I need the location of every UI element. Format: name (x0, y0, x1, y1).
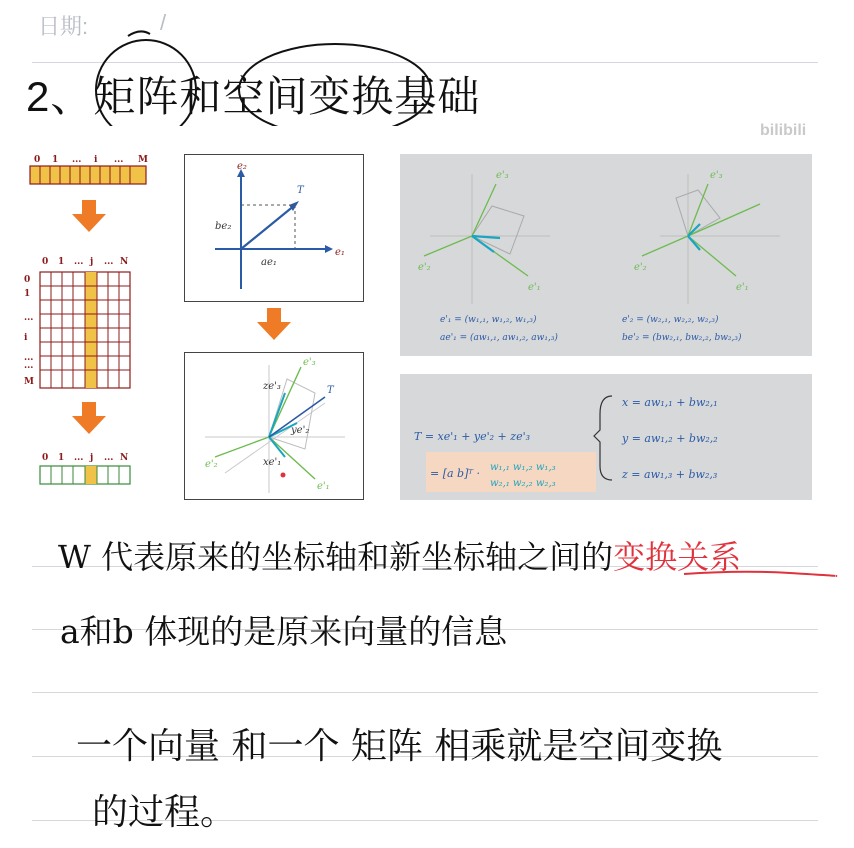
note-line-1-main: W 代表原来的坐标轴和新坐标轴之间的 (58, 538, 614, 576)
x-equation: x = aw₁,₁ + bw₂,₁ (622, 396, 718, 409)
svg-text:1: 1 (58, 453, 65, 463)
svg-text:e'₂: e'₂ (634, 262, 647, 273)
note-line-2: a和b 体现的是原来向量的信息 (60, 612, 508, 651)
z-equation: z = aw₁,₃ + bw₂,₃ (622, 468, 718, 481)
svg-text:1: 1 (24, 289, 31, 299)
ze3-label: ze'₃ (263, 381, 281, 392)
title-circles (0, 0, 854, 140)
svg-text:...: ... (114, 155, 124, 165)
svg-text:N: N (120, 257, 129, 267)
formula-e2: e'₂ = (w₂,₁, w₂,₂, w₂,₃) (622, 315, 719, 325)
svg-text:...: ... (24, 361, 34, 371)
t-label: T (297, 185, 304, 196)
formula-be2: be'₂ = (bw₂,₁, bw₂,₂, bw₂,₃) (622, 333, 742, 343)
axes-panel (400, 154, 812, 356)
svg-text:...: ... (104, 257, 114, 267)
svg-text:e'₁: e'₁ (736, 282, 749, 293)
svg-text:...: ... (104, 453, 114, 463)
svg-text:0: 0 (24, 275, 31, 285)
note-line-3: 一个向量 和一个 矩阵 相乘就是空间变换 (76, 726, 723, 767)
equation-panel (400, 374, 812, 500)
basis-panel (184, 154, 364, 302)
y-equation: y = aw₁,₂ + bw₂,₂ (622, 432, 718, 445)
note-line-1-highlight: 变换关系 (613, 538, 742, 576)
e2p-label: e'₂ (205, 459, 218, 470)
svg-text:1: 1 (52, 155, 59, 165)
formula-ae1: ae'₁ = (aw₁,₁, aw₁,₂, aw₁,₃) (440, 333, 558, 343)
e1p-label: e'₁ (317, 481, 330, 492)
svg-text:...: ... (24, 353, 34, 363)
arrow-down-icon (72, 402, 106, 434)
arrow-down-icon (72, 200, 106, 232)
array-top-label: 0 (34, 155, 41, 165)
arrow-down-icon (254, 306, 294, 346)
svg-text:...: ... (72, 155, 82, 165)
svg-text:e'₃: e'₃ (496, 170, 509, 181)
matrix-row2: w₂,₁ w₂,₂ w₂,₃ (490, 478, 556, 489)
svg-text:...: ... (74, 257, 84, 267)
transformed-panel (184, 352, 364, 500)
red-underline (680, 568, 840, 582)
svg-text:i: i (24, 333, 28, 343)
svg-text:N: N (120, 453, 129, 463)
t-equation: T = xe'₁ + ye'₂ + ze'₃ (414, 430, 531, 443)
svg-text:M: M (138, 155, 148, 165)
svg-text:j: j (90, 453, 94, 463)
svg-text:i: i (94, 155, 98, 165)
note-line-1 (58, 532, 741, 578)
page-title: 2、矩阵和空间变换基础 (26, 73, 481, 120)
date-label: 日期: (38, 14, 89, 39)
svg-text:...: ... (24, 313, 34, 323)
ab-transpose: = [a b]ᵀ · (430, 467, 481, 480)
e3p-label: e'₃ (303, 357, 316, 368)
svg-text:0: 0 (42, 257, 49, 267)
ye2-label: ye'₂ (291, 425, 310, 436)
formula-e1: e'₁ = (w₁,₁, w₁,₂, w₁,₃) (440, 315, 537, 325)
watermark: bilibili (760, 122, 807, 139)
e1-label: e₁ (335, 247, 345, 258)
rule-line (32, 692, 818, 693)
embedded-slide (18, 122, 816, 504)
e2-label: e₂ (237, 161, 247, 172)
svg-text:1: 1 (58, 257, 65, 267)
svg-text:e'₂: e'₂ (418, 262, 431, 273)
be2-label: be₂ (215, 221, 232, 232)
svg-text:j: j (90, 257, 94, 267)
ae1-label: ae₁ (261, 257, 277, 268)
note-line-4: 的过程。 (92, 792, 237, 833)
date-separator: / (160, 10, 167, 35)
svg-text:e'₃: e'₃ (710, 170, 723, 181)
t-label: T (327, 385, 334, 396)
svg-text:e'₁: e'₁ (528, 282, 541, 293)
matrix-row1: w₁,₁ w₁,₂ w₁,₃ (490, 462, 556, 473)
xe1-label: xe'₁ (263, 457, 282, 468)
svg-text:0: 0 (42, 453, 49, 463)
array-diagram (18, 126, 178, 504)
svg-text:M: M (24, 377, 34, 387)
svg-text:...: ... (74, 453, 84, 463)
